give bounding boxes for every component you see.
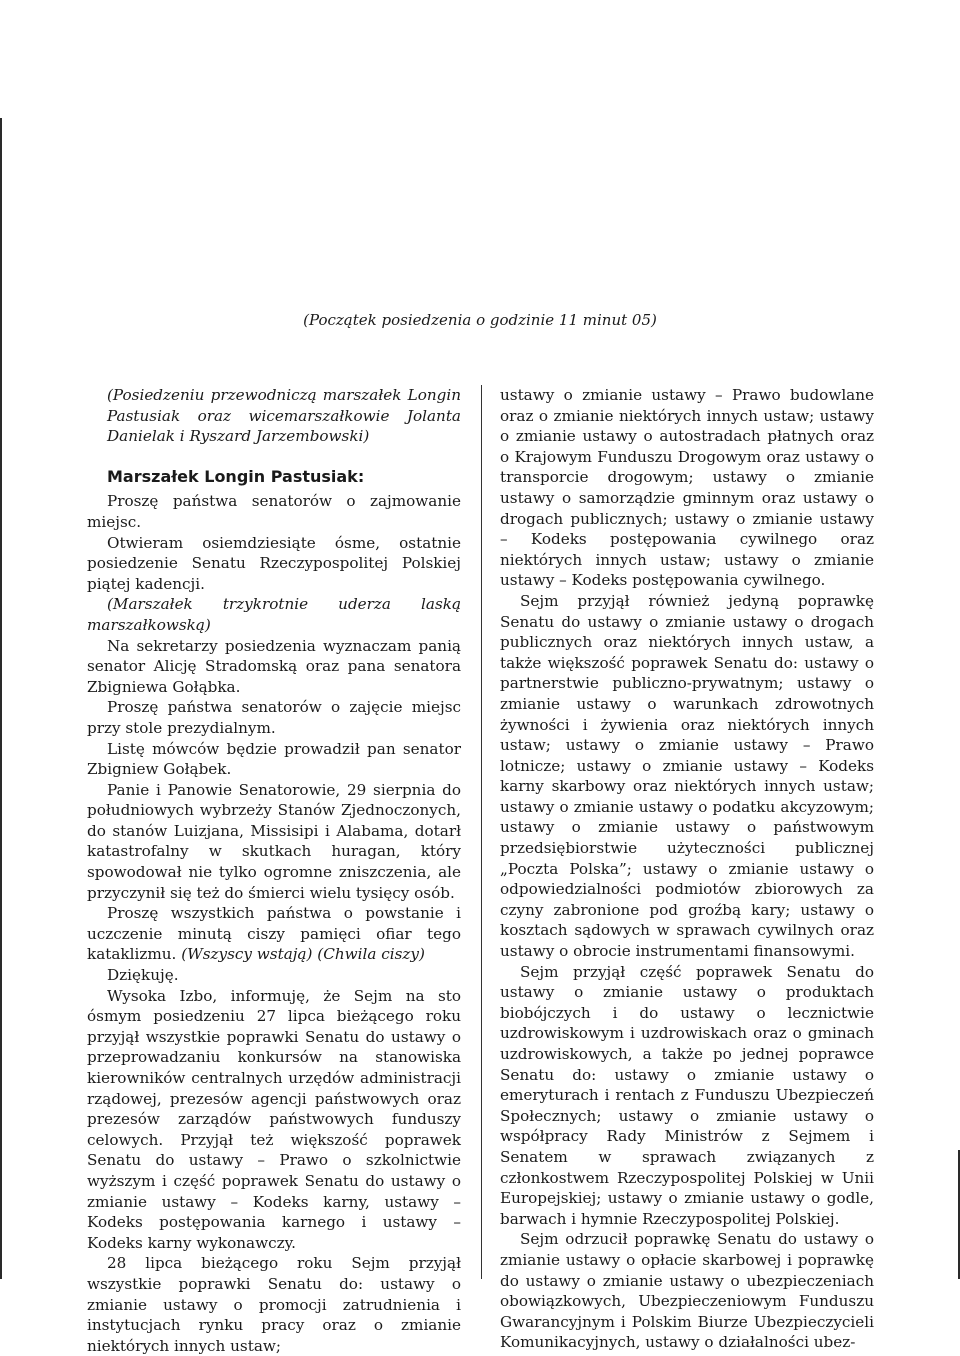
paragraph: Wysoka Izbo, informuję, że Sejm na sto ósmym posiedzeniu 27 lipca bieżącego roku przyjął wszystkie poprawki Senatu do ustawy o przeprowadzaniu konkursów na stanowiska kierowników centralnych urzędów administracji rządowej, prezesów agencji państwowych oraz prezesów zarządów państwowych funduszy celowych. Przyjął też większość poprawek Senatu do ustawy – Prawo o szkolnictwie wyższym i część poprawek Senatu do ustawy o zmianie ustawy – Kodeks karny, ustawy – Kodeks postępowania karnego i ustawy – Kodeks karny wykonawczy. xyxy=(87,986,461,1252)
page-left-rule xyxy=(0,118,2,1279)
paragraph: Sejm odrzucił poprawkę Senatu do ustawy o zmianie ustawy o opłacie skarbowej i poprawkę do ustawy o zmianie ustawy o ubezpieczeniach obowiązkowych, Ubezpieczeniowym Funduszu Gwarancyjnym i Polskim Biurze Ubezpieczycieli Komunikacyjnych, ustawy o działalności ubez- xyxy=(500,1230,874,1352)
paragraph xyxy=(87,903,461,965)
speaker-heading: Marszałek Longin Pastusiak: xyxy=(107,466,365,486)
paragraph: Proszę państwa senatorów o zajęcie miejsc przy stole prezydialnym. xyxy=(87,698,461,737)
paragraph: Panie i Panowie Senatorowie, 29 sierpnia do południowych wybrzeży Stanów Zjednoczonych, do stanów Luizjana, Missisipi i Alabama, dotarł katastrofalny w skutkach huragan, który spowodował nie tylko ogromne zniszczenia, ale przyczynił się też do śmierci wielu tysięcy osób. xyxy=(87,780,461,902)
paragraph-text: Proszę wszystkich państwa o powstanie i uczczenie minutą ciszy pamięci ofiar tego kataklizmu. xyxy=(87,904,461,964)
paragraph: ustawy o zmianie ustawy – Prawo budowlane oraz o zmianie niektórych innych ustaw; ustawy o zmianie ustawy o autostradach płatnych oraz o Krajowym Funduszu Drogowym oraz ustawy o transporcie drogowym; ustawy o zmianie ustawy o samorządzie gminnym oraz ustawy o drogach publicznych; ustawy o zmianie ustawy – Kodeks postępowania cywilnego oraz niektórych innych ustaw; ustawy o zmianie ustawy – Kodeks postępowania cywilnego. xyxy=(500,386,874,590)
left-column xyxy=(87,385,461,1356)
paragraph: 28 lipca bieżącego roku Sejm przyjął wszystkie poprawki Senatu do: ustawy o zmianie ustawy o promocji zatrudnienia i instytucjach rynku pracy oraz o zmianie niektórych innych ustaw; xyxy=(87,1254,461,1355)
paragraph: Sejm przyjął część poprawek Senatu do ustawy o zmianie ustawy o produktach biobójczych i do ustawy o lecznictwie uzdrowiskowym i uzdrowiskach oraz o gminach uzdrowiskowych, a także po jednej poprawce Senatu do: ustawy o zmianie ustawy o emeryturach i rentach z Funduszu Ubezpieczeń Społecznych; ustawy o zmianie ustawy o współpracy Rady Ministrów z Sejmem i Senatem w sprawach związanych z członkostwem Rzeczypospolitej Polskiej w Unii Europejskiej; ustawy o zmianie ustawy o godle, barwach i hymnie Rzeczypospolitej Polskiej. xyxy=(500,962,874,1228)
stage-direction: (Chwila ciszy) xyxy=(317,945,425,964)
paragraph: Proszę państwa senatorów o zajmowanie miejsc. xyxy=(87,492,461,531)
right-column xyxy=(500,385,874,1353)
paragraph: Sejm przyjął również jedyną poprawkę Senatu do ustawy o zmianie ustawy o drogach publicznych oraz niektórych innych ustaw, a także większość poprawek Senatu do: ustawy o partnerstwie publiczno-prywatnym; ustawy o zmianie ustawy o warunkach zdrowotnych żywności i żywienia oraz niektórych innych ustaw; ustawy o zmianie ustawy – Prawo lotnicze; ustawy o zmianie ustawy – Kodeks karny skarbowy oraz niektórych innych ustaw; ustawy o zmianie ustawy o podatku akcyzowym; ustawy o zmianie ustawy o państwowym przedsiębiorstwie użyteczności publicznej „Poczta Polska”; ustawy o zmianie ustawy o odpowiedzialności podmiotów zbiorowych za czyny zabronione pod groźbą kary; ustawy o kosztach sądowych w sprawach cywilnych oraz ustawy o obrocie instrumentami finansowymi. xyxy=(500,591,874,961)
paragraph: Listę mówców będzie prowadził pan senator Zbigniew Gołąbek. xyxy=(87,739,461,779)
paragraph: Na sekretarzy posiedzenia wyznaczam panią senator Alicję Stradomską oraz pana senatora Zbigniewa Gołąbka. xyxy=(87,636,461,696)
paragraph: Dziękuję. xyxy=(107,966,179,985)
chair-note: (Posiedzeniu przewodniczą marszałek Longin Pastusiak oraz wicemarszałkowie Jolanta Danielak i Ryszard Jarzembowski) xyxy=(107,386,461,446)
column-divider xyxy=(481,385,482,1279)
stage-direction: (Marszałek trzykrotnie uderza laską marszałkowską) xyxy=(87,595,461,634)
paragraph: Otwieram osiemdziesiąte ósme, ostatnie posiedzenie Senatu Rzeczypospolitej Polskiej piątej kadencji. xyxy=(87,533,461,593)
stage-direction: (Wszyscy wstają) xyxy=(181,945,313,964)
session-start-note: (Początek posiedzenia o godzinie 11 minut 05) xyxy=(303,311,657,329)
